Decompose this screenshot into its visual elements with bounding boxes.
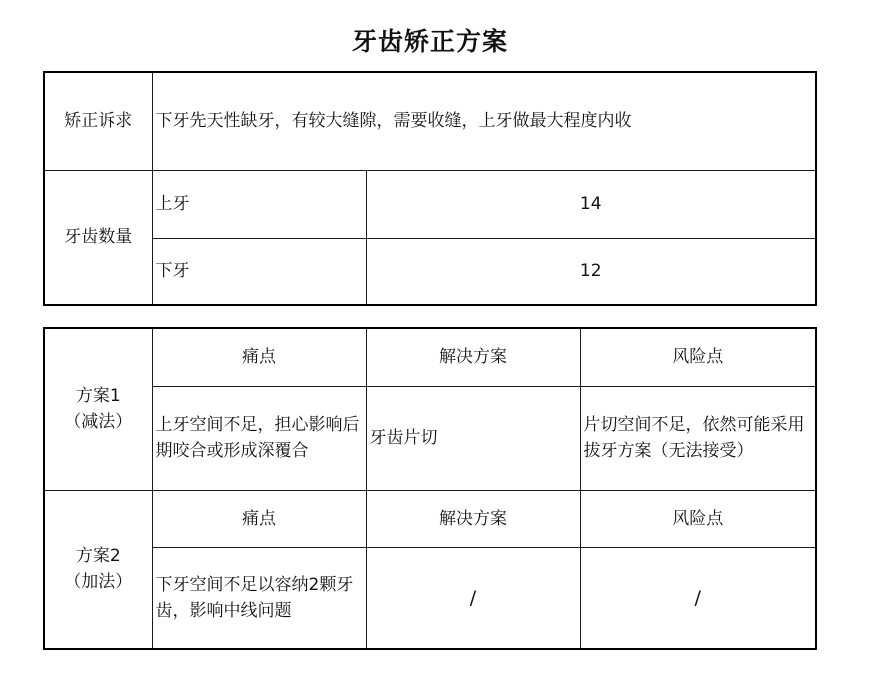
plan2-content-row [44,547,816,649]
plan2-solution: / [366,547,580,649]
plan1-solution: 牙齿片切 [366,386,580,490]
upper-teeth-row [44,170,816,238]
plan2-method: （加法） [64,572,133,593]
appeal-text: 下牙先天性缺牙，有较大缝隙，需要收缝，上牙做最大程度内收 [152,72,816,170]
page-title: 牙齿矫正方案 [351,27,508,56]
lower-teeth-label: 下牙 [152,238,366,305]
upper-teeth-value: 14 [366,170,816,238]
plan2-pain: 下牙空间不足以容纳2颗牙齿，影响中线问题 [152,547,366,649]
plan1-header-row [44,328,816,386]
plan1-risk: 片切空间不足，依然可能采用拔牙方案（无法接受） [580,386,816,490]
plan2-header-pain: 痛点 [152,490,366,547]
plan1-header-solution: 解决方案 [366,328,580,386]
plan1-header-pain: 痛点 [152,328,366,386]
lower-teeth-value: 12 [366,238,816,305]
tooth-count-label: 牙齿数量 [44,170,152,305]
orthodontic-info-table [43,71,817,306]
plan1-label [44,328,152,490]
plan1-header-risk: 风险点 [580,328,816,386]
appeal-label: 矫正诉求 [44,72,152,170]
plan1-pain: 上牙空间不足，担心影响后期咬合或形成深覆合 [152,386,366,490]
plan2-header-risk: 风险点 [580,490,816,547]
upper-teeth-label: 上牙 [152,170,366,238]
plan2-header-row [44,490,816,547]
plan1-name: 方案1 [75,386,121,407]
lower-teeth-row [44,238,816,305]
plan1-method: （减法） [64,412,133,433]
plan2-name: 方案2 [75,546,121,567]
plan2-label [44,490,152,649]
plan2-risk: / [580,547,816,649]
treatment-plans-table [43,327,817,650]
appeal-row [44,72,816,170]
plan2-header-solution: 解决方案 [366,490,580,547]
plan1-content-row [44,386,816,490]
